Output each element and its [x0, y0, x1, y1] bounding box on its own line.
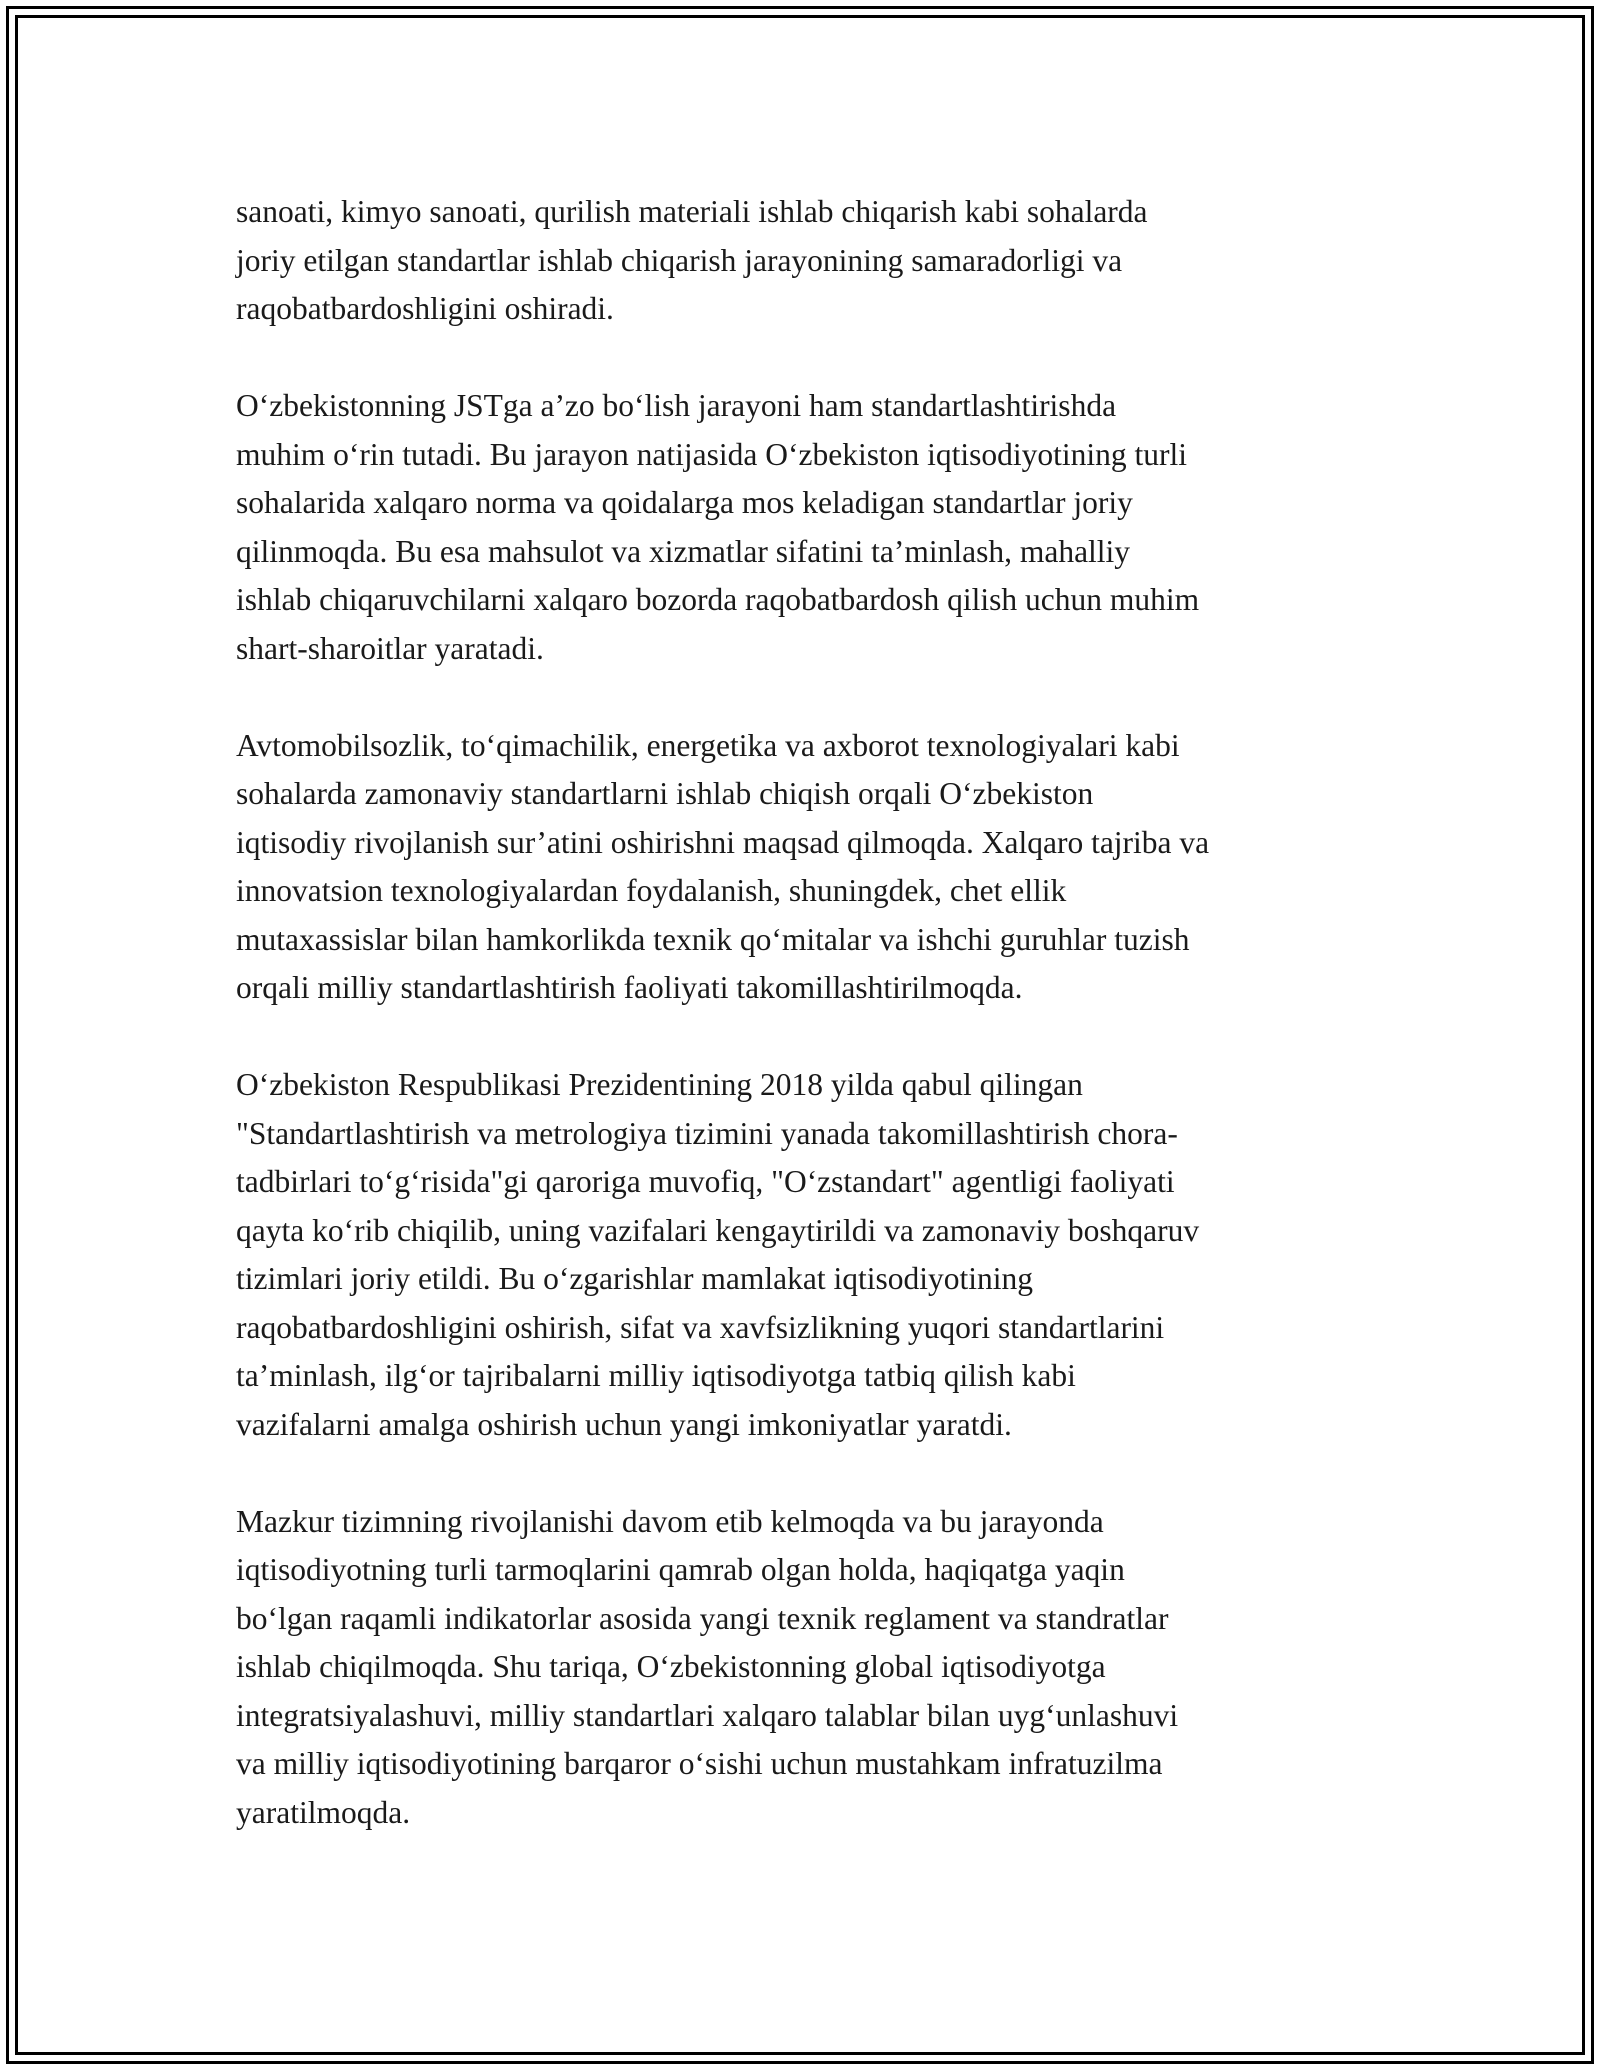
text-line: orqali milliy standartlashtirish faoliyati takomillashtirilmoqda.	[236, 970, 1023, 1005]
text-line: muhim o‘rin tutadi. Bu jarayon natijasida O‘zbekiston iqtisodiyotining turli	[236, 436, 1187, 472]
text-line: qilinmoqda. Bu esa mahsulot va xizmatlar sifatini ta’minlash, mahalliy	[236, 533, 1131, 569]
text-line: shart-sharoitlar yaratadi.	[236, 630, 544, 666]
text-line: yaratilmoqda.	[236, 1794, 411, 1830]
paragraph-3	[236, 722, 1376, 1013]
text-line: "Standartlashtirish va metrologiya tizimini yanada takomillashtirish chora-	[236, 1115, 1178, 1151]
text-line: integratsiyalashuvi, milliy standartlari xalqaro talablar bilan uyg‘unlashuvi	[236, 1697, 1179, 1733]
text-line: va milliy iqtisodiyotining barqaror o‘sishi uchun mustahkam infratuzilma	[236, 1746, 1163, 1781]
text-line: Mazkur tizimning rivojlanishi davom etib kelmoqda va bu jarayonda	[236, 1503, 1104, 1539]
document-body	[236, 188, 1376, 1886]
text-line: tadbirlari to‘g‘risida"gi qaroriga muvofiq, "O‘zstandart" agentligi faoliyati	[236, 1164, 1175, 1199]
paragraph-1	[236, 188, 1376, 334]
text-line: joriy etilgan standartlar ishlab chiqarish jarayonining samaradorligi va	[236, 242, 1123, 278]
text-line: iqtisodiy rivojlanish sur’atini oshirishni maqsad qilmoqda. Xalqaro tajriba va	[236, 824, 1210, 860]
text-line: sanoati, kimyo sanoati, qurilish materiali ishlab chiqarish kabi sohalarda	[236, 194, 1148, 229]
text-line: ishlab chiqilmoqda. Shu tariqa, O‘zbekistonning global iqtisodiyotga	[236, 1649, 1106, 1684]
text-line: iqtisodiyotning turli tarmoqlarini qamrab olgan holda, haqiqatga yaqin	[236, 1552, 1125, 1587]
text-line: ta’minlash, ilg‘or tajribalarni milliy iqtisodiyotga tatbiq qilish kabi	[236, 1358, 1076, 1393]
text-line: vazifalarni amalga oshirish uchun yangi imkoniyatlar yaratdi.	[236, 1406, 1012, 1442]
text-line: O‘zbekiston Respublikasi Prezidentining 2018 yilda qabul qilingan	[236, 1067, 1083, 1102]
paragraph-2	[236, 382, 1376, 673]
text-line: Avtomobilsozlik, to‘qimachilik, energetika va axborot texnologiyalari kabi	[236, 727, 1180, 763]
paragraph-4	[236, 1061, 1376, 1449]
text-line: O‘zbekistonning JSTga a’zo bo‘lish jarayoni ham standartlashtirishda	[236, 388, 1117, 423]
text-line: sohalarida xalqaro norma va qoidalarga mos keladigan standartlar joriy	[236, 485, 1133, 520]
text-line: innovatsion texnologiyalardan foydalanish, shuningdek, chet ellik	[236, 873, 1067, 908]
text-line: bo‘lgan raqamli indikatorlar asosida yangi texnik reglament va standratlar	[236, 1600, 1169, 1636]
text-line: raqobatbardoshligini oshirish, sifat va xavfsizlikning yuqori standartlarini	[236, 1309, 1165, 1345]
text-line: raqobatbardoshligini oshiradi.	[236, 291, 614, 326]
text-line: sohalarda zamonaviy standartlarni ishlab chiqish orqali O‘zbekiston	[236, 776, 1094, 811]
text-line: qayta ko‘rib chiqilib, uning vazifalari kengaytirildi va zamonaviy boshqaruv	[236, 1212, 1200, 1248]
paragraph-5	[236, 1498, 1376, 1838]
text-line: mutaxassislar bilan hamkorlikda texnik qo‘mitalar va ishchi guruhlar tuzish	[236, 921, 1190, 957]
text-line: ishlab chiqaruvchilarni xalqaro bozorda raqobatbardosh qilish uchun muhim	[236, 582, 1200, 617]
text-line: tizimlari joriy etildi. Bu o‘zgarishlar mamlakat iqtisodiyotining	[236, 1261, 1033, 1296]
